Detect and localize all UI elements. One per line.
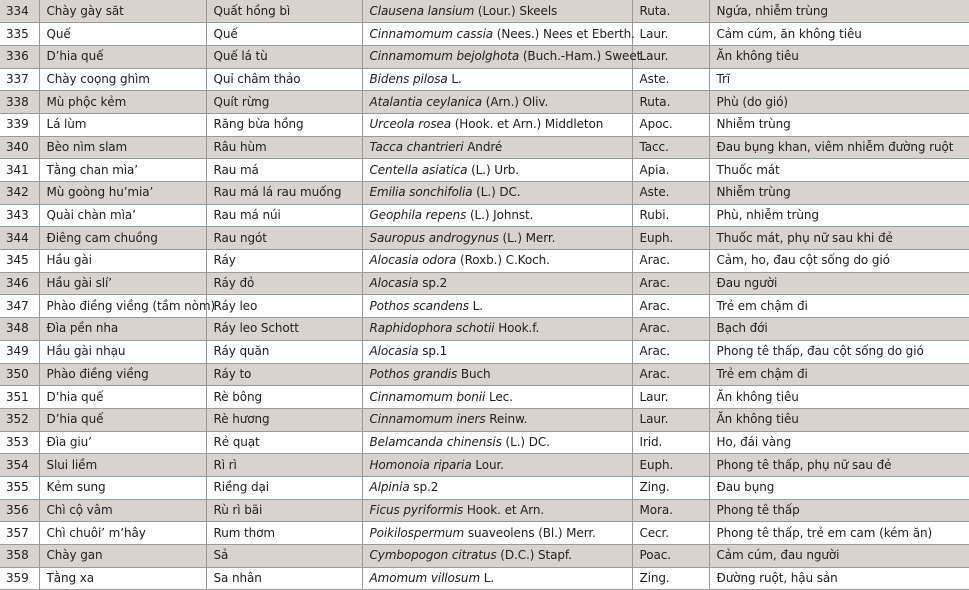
table-row — [0, 499, 969, 522]
scientific-name-author: Reinw. — [485, 412, 528, 427]
vietnamese-name: Rẻ quạt — [206, 431, 362, 454]
scientific-name — [362, 159, 632, 182]
scientific-name-italic: Alocasia — [369, 276, 419, 291]
row-number: 347 — [0, 295, 39, 318]
table-row — [0, 408, 969, 431]
scientific-name-italic: Cinnamomum iners — [369, 412, 486, 427]
scientific-name-author: sp.2 — [418, 276, 448, 291]
scientific-name-author: Lour. — [471, 457, 504, 472]
table-row — [0, 318, 969, 341]
local-name: Chày coọng ghìm — [39, 68, 206, 91]
family: Ruta. — [632, 0, 709, 23]
medicinal-use: Cảm cúm, ăn không tiêu — [709, 23, 969, 46]
scientific-name — [362, 182, 632, 205]
medicinal-use: Đau bụng — [709, 476, 969, 499]
scientific-name-italic: Alpinia — [369, 480, 410, 495]
scientific-name-italic: Clausena lansium — [369, 3, 475, 18]
family: Mora. — [632, 499, 709, 522]
row-number: 351 — [0, 386, 39, 409]
row-number: 337 — [0, 68, 39, 91]
table-row — [0, 340, 969, 363]
vietnamese-name: Rì rì — [206, 454, 362, 477]
vietnamese-name: Quất hồng bì — [206, 0, 362, 23]
scientific-name-italic: Belamcanda chinensis — [369, 434, 502, 449]
vietnamese-name: Răng bừa hồng — [206, 113, 362, 136]
family: Arac. — [632, 318, 709, 341]
table-row — [0, 431, 969, 454]
vietnamese-name: Rau má núi — [206, 204, 362, 227]
table-row — [0, 363, 969, 386]
vietnamese-name: Quế lá tù — [206, 45, 362, 68]
local-name: Hầu gài — [39, 250, 206, 273]
family: Arac. — [632, 363, 709, 386]
vietnamese-name: Riềng dại — [206, 476, 362, 499]
vietnamese-name: Rau má lá rau muống — [206, 182, 362, 205]
scientific-name — [362, 272, 632, 295]
local-name: Kẻm sung — [39, 476, 206, 499]
medicinal-use: Trẻ em chậm đi — [709, 295, 969, 318]
scientific-name — [362, 295, 632, 318]
local-name: Chày gan — [39, 545, 206, 568]
scientific-name-author: Lec. — [485, 389, 513, 404]
family: Aste. — [632, 68, 709, 91]
medicinal-use: Ho, đái vàng — [709, 431, 969, 454]
table-row — [0, 295, 969, 318]
family: Laur. — [632, 408, 709, 431]
scientific-name-italic: Pothos grandis — [369, 366, 458, 381]
scientific-name-italic: Poikilospermum — [369, 525, 465, 540]
family: Arac. — [632, 295, 709, 318]
table-row — [0, 68, 969, 91]
table-row — [0, 182, 969, 205]
scientific-name-italic: Homonoia riparia — [369, 457, 472, 472]
scientific-name — [362, 567, 632, 590]
vietnamese-name: Quỉ châm thảo — [206, 68, 362, 91]
row-number: 354 — [0, 454, 39, 477]
row-number: 353 — [0, 431, 39, 454]
table-row — [0, 0, 969, 23]
table-row — [0, 272, 969, 295]
scientific-name-author: (Nees.) Nees et Eberth. — [493, 26, 635, 41]
family: Ruta. — [632, 91, 709, 114]
scientific-name — [362, 386, 632, 409]
scientific-name-italic: Cinnamomum bonii — [369, 389, 486, 404]
medicinal-use: Thuốc mát — [709, 159, 969, 182]
local-name: Mù goòng hu’mia’ — [39, 182, 206, 205]
vietnamese-name: Rù rì bãi — [206, 499, 362, 522]
scientific-name-italic: Bidens pilosa — [369, 71, 448, 86]
scientific-name-author: (Arn.) Oliv. — [482, 94, 549, 109]
scientific-name — [362, 318, 632, 341]
local-name: Điêng cam chuồng — [39, 227, 206, 250]
family: Laur. — [632, 386, 709, 409]
table-row — [0, 45, 969, 68]
scientific-name-italic: Centella asiatica — [369, 162, 468, 177]
table-row — [0, 567, 969, 590]
local-name: Quài chàn mìa’ — [39, 204, 206, 227]
vietnamese-name: Ráy to — [206, 363, 362, 386]
scientific-name — [362, 340, 632, 363]
row-number: 350 — [0, 363, 39, 386]
vietnamese-name: Sa nhân — [206, 567, 362, 590]
row-number: 346 — [0, 272, 39, 295]
scientific-name-italic: Ficus pyriformis — [369, 502, 464, 517]
vietnamese-name: Rau ngót — [206, 227, 362, 250]
scientific-name — [362, 91, 632, 114]
scientific-name-author: sp.1 — [418, 344, 448, 359]
local-name: Lá lùm — [39, 113, 206, 136]
local-name: Slui liềm — [39, 454, 206, 477]
local-name: D’hia quế — [39, 408, 206, 431]
scientific-name-author: (Roxb.) C.Koch. — [456, 253, 550, 268]
scientific-name-author: Buch — [457, 366, 491, 381]
row-number: 342 — [0, 182, 39, 205]
medicinal-use: Trĩ — [709, 68, 969, 91]
scientific-name — [362, 363, 632, 386]
medicinal-use: Phong tê thấp, trẻ em cam (kém ăn) — [709, 522, 969, 545]
row-number: 338 — [0, 91, 39, 114]
table-row — [0, 136, 969, 159]
row-number: 341 — [0, 159, 39, 182]
table-row — [0, 91, 969, 114]
scientific-name-author: Hook. et Arn. — [463, 502, 545, 517]
row-number: 345 — [0, 250, 39, 273]
family: Cecr. — [632, 522, 709, 545]
scientific-name-italic: Tacca chantrieri — [369, 139, 464, 154]
scientific-name-author: sp.2 — [409, 480, 439, 495]
family: Arac. — [632, 272, 709, 295]
scientific-name-italic: Cymbopogon citratus — [369, 548, 497, 563]
medicinal-use: Ăn không tiêu — [709, 408, 969, 431]
local-name: Đìa pền nha — [39, 318, 206, 341]
scientific-name-italic: Pothos scandens — [369, 298, 469, 313]
family: Laur. — [632, 45, 709, 68]
medicinal-use: Ăn không tiêu — [709, 386, 969, 409]
local-name: Mù phộc kẻm — [39, 91, 206, 114]
row-number: 358 — [0, 545, 39, 568]
scientific-name-italic: Emilia sonchifolia — [369, 185, 473, 200]
scientific-name — [362, 545, 632, 568]
medicinal-use: Đường ruột, hậu sản — [709, 567, 969, 590]
medicinal-use: Phong tê thấp, đau cột sống do gió — [709, 340, 969, 363]
scientific-name — [362, 476, 632, 499]
family: Irid. — [632, 431, 709, 454]
row-number: 348 — [0, 318, 39, 341]
scientific-name — [362, 204, 632, 227]
scientific-name-author: L. — [480, 571, 495, 586]
row-number: 334 — [0, 0, 39, 23]
family: Euph. — [632, 227, 709, 250]
family: Rubi. — [632, 204, 709, 227]
family: Apia. — [632, 159, 709, 182]
scientific-name-italic: Amomum villosum — [369, 571, 481, 586]
local-name: Tằng chan mìa’ — [39, 159, 206, 182]
scientific-name-italic: Alocasia odora — [369, 253, 457, 268]
local-name: D’hia quế — [39, 386, 206, 409]
row-number: 357 — [0, 522, 39, 545]
row-number: 335 — [0, 23, 39, 46]
scientific-name-author: (L.) Urb. — [467, 162, 520, 177]
scientific-name — [362, 250, 632, 273]
family: Arac. — [632, 340, 709, 363]
medicinal-use: Đau bụng khan, viêm nhiễm đường ruột — [709, 136, 969, 159]
scientific-name — [362, 0, 632, 23]
family: Zing. — [632, 476, 709, 499]
family: Euph. — [632, 454, 709, 477]
scientific-name-author: (L.) Merr. — [498, 230, 556, 245]
scientific-name-italic: Atalantia ceylanica — [369, 94, 483, 109]
local-name: Quế — [39, 23, 206, 46]
row-number: 352 — [0, 408, 39, 431]
vietnamese-name: Rè bông — [206, 386, 362, 409]
local-name: Chì cộ vâm — [39, 499, 206, 522]
local-name: Hầu gài slí’ — [39, 272, 206, 295]
local-name: Chì chuôi’ m’hây — [39, 522, 206, 545]
row-number: 339 — [0, 113, 39, 136]
medicinal-use: Ăn không tiêu — [709, 45, 969, 68]
table-row — [0, 386, 969, 409]
local-name: Chày gày săt — [39, 0, 206, 23]
row-number: 356 — [0, 499, 39, 522]
medicinal-use: Nhiễm trùng — [709, 113, 969, 136]
local-name: Phào điềng viềng (tầm nòm) — [39, 295, 206, 318]
local-name: Tằng xa — [39, 567, 206, 590]
scientific-name-italic: Geophila repens — [369, 208, 467, 223]
scientific-name-author: (Buch.-Ham.) Sweet. — [519, 49, 645, 64]
row-number: 349 — [0, 340, 39, 363]
scientific-name — [362, 454, 632, 477]
scientific-name-author: (Hook. et Arn.) Middleton — [451, 117, 604, 132]
scientific-name — [362, 227, 632, 250]
row-number: 336 — [0, 45, 39, 68]
scientific-name-italic: Cinnamomum bejolghota — [369, 49, 520, 64]
medicinal-use: Trẻ em chậm đi — [709, 363, 969, 386]
scientific-name-author: suaveolens (Bl.) Merr. — [464, 525, 596, 540]
local-name: Phào điềng viềng — [39, 363, 206, 386]
row-number: 343 — [0, 204, 39, 227]
vietnamese-name: Sả — [206, 545, 362, 568]
table-row — [0, 250, 969, 273]
medicinal-use: Nhiễm trùng — [709, 182, 969, 205]
medicinal-use: Phù (do gió) — [709, 91, 969, 114]
family: Apoc. — [632, 113, 709, 136]
medicinal-use: Phong tê thấp — [709, 499, 969, 522]
family: Tacc. — [632, 136, 709, 159]
scientific-name — [362, 23, 635, 46]
table-row — [0, 454, 969, 477]
vietnamese-name: Rau má — [206, 159, 362, 182]
vietnamese-name: Rè hương — [206, 408, 362, 431]
scientific-name-author: (L.) Johnst. — [466, 208, 534, 223]
medicinal-use: Bạch đới — [709, 318, 969, 341]
vietnamese-name: Ráy — [206, 250, 362, 273]
table-row — [0, 545, 969, 568]
family: Zing. — [632, 567, 709, 590]
vietnamese-name: Ráy đỏ — [206, 272, 362, 295]
table-row — [0, 227, 969, 250]
medicinal-use: Phong tê thấp, phụ nữ sau đẻ — [709, 454, 969, 477]
scientific-name-author: (D.C.) Stapf. — [496, 548, 572, 563]
scientific-name — [362, 522, 632, 545]
local-name: Đìa giu’ — [39, 431, 206, 454]
scientific-name-italic: Raphidophora schotii — [369, 321, 495, 336]
family: Poac. — [632, 545, 709, 568]
medicinal-use: Thuốc mát, phụ nữ sau khi đẻ — [709, 227, 969, 250]
family: Arac. — [632, 250, 709, 273]
scientific-name — [362, 113, 632, 136]
local-name: Hầu gài nhạu — [39, 340, 206, 363]
row-number: 340 — [0, 136, 39, 159]
scientific-name — [362, 431, 632, 454]
table-row — [0, 522, 969, 545]
medicinal-use: Cảm cúm, đau người — [709, 545, 969, 568]
scientific-name — [362, 68, 632, 91]
medicinal-use: Ngứa, nhiễm trùng — [709, 0, 969, 23]
vietnamese-name: Ráy leo — [206, 295, 362, 318]
scientific-name-author: (L.) DC. — [501, 434, 550, 449]
vietnamese-name: Quít rừng — [206, 91, 362, 114]
vietnamese-name: Ráy quăn — [206, 340, 362, 363]
scientific-name-author: (L.) DC. — [472, 185, 521, 200]
scientific-name-author: André — [463, 139, 503, 154]
medicinal-use: Cảm, ho, đau cột sống do gió — [709, 250, 969, 273]
scientific-name-author: Hook.f. — [494, 321, 540, 336]
table-row — [0, 204, 969, 227]
medicinal-use: Phù, nhiễm trùng — [709, 204, 969, 227]
scientific-name-author: L. — [447, 71, 462, 86]
table-row — [0, 113, 969, 136]
scientific-name-author: (Lour.) Skeels — [474, 3, 558, 18]
table-row — [0, 23, 969, 46]
scientific-name — [362, 45, 645, 68]
family: Aste. — [632, 182, 709, 205]
scientific-name-author: L. — [468, 298, 483, 313]
row-number: 359 — [0, 567, 39, 590]
scientific-name-italic: Alocasia — [369, 344, 419, 359]
vietnamese-name: Rum thơm — [206, 522, 362, 545]
scientific-name — [362, 408, 632, 431]
vietnamese-name: Râu hùm — [206, 136, 362, 159]
scientific-name — [362, 136, 632, 159]
row-number: 355 — [0, 476, 39, 499]
scientific-name-italic: Cinnamomum cassia — [369, 26, 494, 41]
row-number: 344 — [0, 227, 39, 250]
scientific-name — [362, 499, 632, 522]
local-name: D’hia quế — [39, 45, 206, 68]
table-row — [0, 159, 969, 182]
medicinal-use: Đau người — [709, 272, 969, 295]
table-row — [0, 476, 969, 499]
family: Laur. — [632, 23, 709, 46]
scientific-name-italic: Sauropus androgynus — [369, 230, 499, 245]
scientific-name-italic: Urceola rosea — [369, 117, 452, 132]
vietnamese-name: Ráy leo Schott — [206, 318, 362, 341]
vietnamese-name: Quế — [206, 23, 362, 46]
local-name: Bèo nìm slam — [39, 136, 206, 159]
